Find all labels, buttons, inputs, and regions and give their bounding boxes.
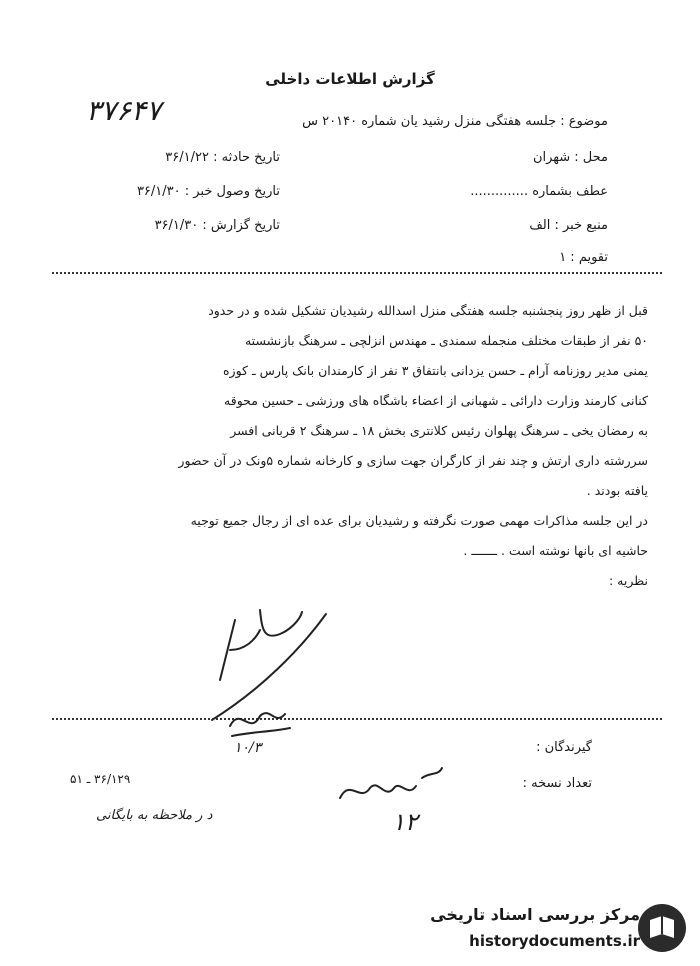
body-line: حاشیه ای بانها نوشته است . ـــــــ .: [463, 543, 648, 558]
subject-line: موضوع : جلسه هفتگی منزل رشید یان شماره ۲۰۱۴۰ س: [302, 114, 608, 129]
hand-small-number: ۱۰/۳: [234, 740, 262, 756]
book-logo-icon: [636, 902, 688, 954]
watermark-title: مرکز بررسی اسناد تاریخی: [430, 905, 640, 924]
recipients-label: گیرندگان :: [536, 740, 592, 755]
hand-number: ۱۲: [392, 808, 418, 836]
report-date: تاریخ گزارش : ۳۶/۱/۳۰: [154, 218, 280, 233]
report-title: گزارش اطلاعات داخلی: [265, 70, 435, 88]
reference-label: عطف بشماره ..............: [470, 184, 608, 199]
body-line: یافته بودند .: [586, 483, 648, 498]
page-reference: ۳۶/۱۲۹ ـ ۵۱: [70, 772, 131, 786]
body-line: یمنی مدیر روزنامه آرام ـ حسن یزدانی بانتفاق ۳ نفر از کارمندان بانک پارس ـ کوزه: [223, 363, 648, 378]
body-line: سررشته داری ارتش و چند نفر از کارگران جهت سازی و کارخانه شماره ۵ونک در آن حضور: [178, 453, 648, 468]
copies-label: تعداد نسخه :: [522, 776, 592, 791]
body-line: در این جلسه مذاکرات مهمی صورت نگرفته و رشیدیان برای عده ای از رجال جمیع توجیه: [190, 513, 648, 528]
body-line: به رمضان یخی ـ سرهنگ پهلوان رئیس کلانتری بخش ۱۸ ـ سرهنگ ۲ قربانی افسر: [230, 423, 648, 438]
body-line: قبل از ظهر روز پنجشنبه جلسه هفتگی منزل اسدالله رشیدیان تشکیل شده و در حدود: [208, 303, 648, 318]
body-line: ۵۰ نفر از طبقات مختلف منجمله سمندی ـ مهندس انزلچی ـ سرهنگ بازنشسته: [244, 333, 648, 348]
handwritten-initials: [330, 758, 450, 818]
hand-note: د ر ملاحظه به بایگانی: [96, 808, 213, 823]
separator-bottom: [52, 718, 662, 720]
event-date: تاریخ حادثه : ۳۶/۱/۲۲: [165, 150, 280, 165]
report-body: [28, 296, 648, 596]
location-label: محل : شهران: [532, 150, 608, 165]
watermark-url: historydocuments.ir: [469, 932, 640, 950]
handwritten-number: ۳۷۶۴۷: [86, 94, 162, 127]
separator-top: [52, 272, 662, 274]
source-label: منبع خبر : الف: [529, 218, 608, 233]
body-line: نظریه :: [609, 573, 648, 588]
receive-date: تاریخ وصول خبر : ۳۶/۱/۳۰: [136, 184, 280, 199]
body-line: کنانی کارمند وزارت دارائی ـ شهبانی از اعضاء باشگاه های ورزشی ـ حسین محوقه: [224, 393, 648, 408]
calendar-label: تقویم : ۱: [559, 250, 608, 265]
